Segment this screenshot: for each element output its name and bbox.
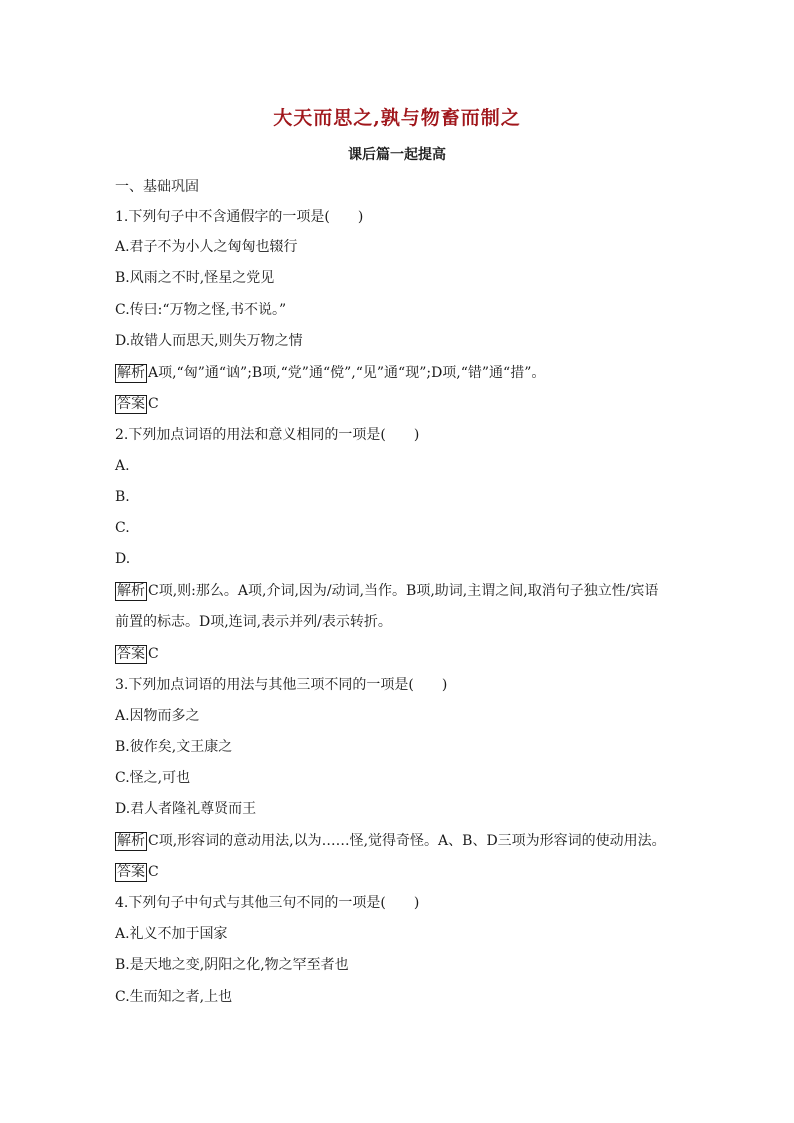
analysis-continuation: 前置的标志。D项,连词,表示并列/表示转折。 [115,614,392,630]
question-option: A. [115,458,130,474]
analysis-text: C项,则:那么。A项,介词,因为/动词,当作。B项,助词,主谓之间,取消句子独立性/宾语 [148,583,659,599]
question-option: C.传曰:“万物之怪,书不说。” [115,302,287,318]
section-heading: 一、基础巩固 [115,179,199,195]
question-option: D.故错人而思天,则失万物之情 [115,333,303,349]
question-option: A.礼义不加于国家 [115,926,228,942]
analysis-tag: 解析 [117,365,145,381]
answer-tag: 答案 [117,864,145,880]
question-option: B.风雨之不时,怪星之党见 [115,270,275,286]
answer-tag: 答案 [117,646,145,662]
answer-line [115,862,685,882]
answer-text: C [148,396,159,412]
question-option: D.君人者隆礼尊贤而王 [115,801,257,817]
analysis-line [115,363,685,383]
question-stem: 3.下列加点词语的用法与其他三项不同的一项是( ) [115,677,448,693]
answer-text: C [148,864,159,880]
question-option: B.是天地之变,阴阳之化,物之罕至者也 [115,957,349,973]
answer-line [115,644,685,664]
question-option: C.怪之,可也 [115,770,191,786]
question-option: D. [115,551,131,567]
analysis-tag: 解析 [117,583,145,599]
answer-tag: 答案 [117,396,145,412]
question-option: C. [115,520,130,536]
analysis-text: C项,形容词的意动用法,以为……怪,觉得奇怪。A、B、D三项为形容词的使动用法。 [148,833,666,849]
document-title: 大天而思之,孰与物畜而制之 [273,107,521,129]
question-option: B.彼作矣,文王康之 [115,739,233,755]
question-stem: 1.下列句子中不含通假字的一项是( ) [115,209,364,225]
analysis-text: A项,“匈”通“讻”;B项,“党”通“傥”,“见”通“现”;D项,“错”通“措”。 [148,365,546,381]
analysis-tag: 解析 [117,833,145,849]
question-option: A.因物而多之 [115,708,200,724]
question-stem: 2.下列加点词语的用法和意义相同的一项是( ) [115,427,420,443]
question-stem: 4.下列句子中句式与其他三句不同的一项是( ) [115,895,420,911]
answer-text: C [148,646,159,662]
question-option: C.生而知之者,上也 [115,989,233,1005]
answer-line [115,394,685,414]
analysis-line [115,831,685,851]
question-option: A.君子不为小人之匈匈也辍行 [115,239,298,255]
analysis-line [115,581,685,601]
question-option: B. [115,489,130,505]
document-subtitle: 课后篇一起提高 [348,147,446,163]
